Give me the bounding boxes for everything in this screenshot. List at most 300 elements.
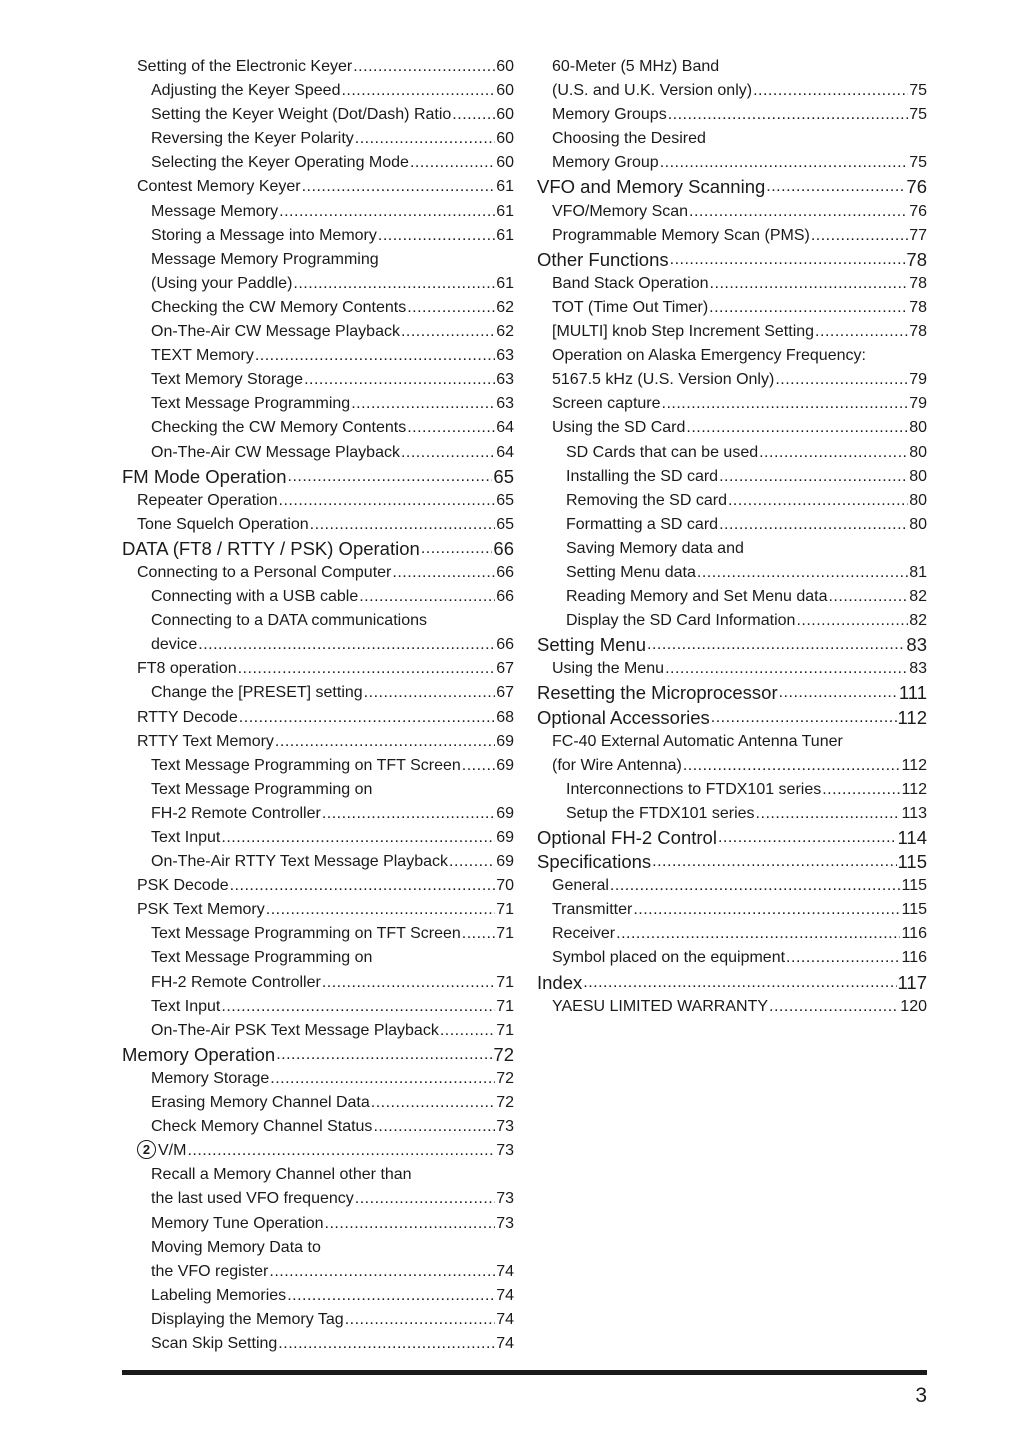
toc-page-number: 60 — [496, 154, 514, 172]
dot-leader — [378, 224, 495, 248]
toc-entry-title — [151, 1236, 321, 1260]
toc-entry — [122, 561, 514, 585]
toc-page-number: 111 — [898, 682, 927, 704]
dot-leader — [647, 633, 905, 657]
toc-entry — [537, 79, 927, 103]
toc-page-number: 69 — [496, 804, 514, 822]
toc-entry-title — [537, 971, 582, 995]
toc-page-number: 69 — [496, 853, 514, 871]
toc-entry — [537, 802, 927, 826]
dot-leader — [270, 1067, 495, 1091]
toc-entry — [122, 1067, 514, 1091]
toc-entry-title — [151, 79, 340, 103]
toc-entry-text: Memory Groups — [552, 106, 667, 124]
toc-entry — [122, 272, 514, 296]
toc-entry-title — [552, 344, 866, 368]
toc-entry-title — [137, 175, 301, 199]
toc-entry — [537, 730, 927, 754]
toc-entry-text: Moving Memory Data to — [151, 1238, 321, 1256]
toc-entry — [537, 368, 927, 392]
toc-entry — [537, 898, 927, 922]
toc-entry-text: PSK Text Memory — [137, 901, 265, 919]
toc-entry-title — [552, 103, 667, 127]
toc-entry-title — [552, 922, 615, 946]
toc-entry-text: On-The-Air CW Message Playback — [151, 443, 400, 461]
toc-entry-text: 5167.5 kHz (U.S. Version Only) — [552, 371, 775, 389]
toc-entry-title — [151, 1019, 439, 1043]
toc-entry-text: On-The-Air PSK Text Message Playback — [151, 1021, 439, 1039]
toc-page-number: 116 — [901, 925, 927, 943]
toc-page-number: 66 — [496, 588, 514, 606]
toc-entry — [537, 585, 927, 609]
toc-entry-text: Screen capture — [552, 395, 661, 413]
toc-entry-title — [151, 1332, 277, 1356]
toc-entry-title — [137, 561, 391, 585]
toc-entry-text: (U.S. and U.K. Version only) — [552, 82, 753, 100]
toc-entry-text: the last used VFO frequency — [151, 1190, 354, 1208]
toc-entry-title — [151, 1187, 354, 1211]
toc-page-number: 69 — [496, 829, 514, 846]
toc-entry-text: FC-40 External Automatic Antenna Tuner — [552, 732, 843, 750]
dot-leader — [462, 922, 495, 946]
toc-entry-text: Memory Tune Operation — [151, 1214, 324, 1232]
toc-entry-text: Formatting a SD card — [566, 515, 719, 533]
dot-leader — [697, 561, 908, 585]
toc-page-number: 69 — [496, 732, 514, 750]
toc-entry — [122, 200, 514, 224]
toc-page-number: 79 — [909, 395, 927, 413]
toc-section-heading — [122, 1043, 514, 1067]
dot-leader — [689, 200, 908, 224]
toc-entry-title — [566, 513, 718, 537]
toc-page-number: 82 — [909, 588, 927, 606]
toc-entry — [122, 151, 514, 175]
toc-entry-text: SD Cards that can be used — [566, 443, 759, 461]
toc-entry-text: Text Message Programming — [151, 395, 351, 413]
toc-page-number: 61 — [496, 202, 514, 220]
toc-entry — [122, 248, 514, 272]
toc-page-number: 60 — [496, 106, 514, 124]
toc-entry-text: Recall a Memory Channel other than — [151, 1166, 412, 1184]
toc-entry-text: Contest Memory Keyer — [137, 178, 301, 196]
toc-entry-text: VFO/Memory Scan — [552, 202, 689, 220]
toc-entry-title — [137, 657, 237, 681]
toc-page-number: 78 — [906, 248, 927, 270]
toc-entry-text: Using the SD Card — [552, 419, 686, 437]
dot-leader — [304, 368, 495, 392]
dot-leader — [341, 79, 495, 103]
toc-entry-title — [537, 633, 646, 657]
toc-page-number: 75 — [909, 154, 927, 172]
dot-leader — [710, 272, 909, 296]
dot-leader — [187, 1139, 495, 1163]
dot-leader — [452, 103, 495, 127]
toc-entry-text: On-The-Air CW Message Playback — [151, 323, 400, 341]
toc-page-number: 71 — [496, 973, 514, 991]
toc-entry-title — [137, 55, 352, 79]
toc-entry — [537, 995, 927, 1019]
toc-page-number: 66 — [496, 563, 514, 581]
toc-section-heading — [537, 248, 927, 272]
toc-entry-title — [151, 103, 451, 127]
dot-leader — [440, 1019, 495, 1043]
toc-entry-text: RTTY Text Memory — [137, 732, 274, 750]
toc-entry-text: Scan Skip Setting — [151, 1334, 278, 1352]
toc-entry-text: Memory Operation — [122, 1043, 276, 1065]
dot-leader — [421, 537, 493, 561]
toc-entry-title — [151, 1284, 286, 1308]
toc-entry-text: device — [151, 636, 198, 654]
toc-entry — [122, 922, 514, 946]
toc-page-number: 61 — [496, 274, 514, 292]
toc-entry — [122, 224, 514, 248]
toc-entry-title — [151, 151, 409, 175]
toc-entry — [537, 127, 927, 151]
toc-entry-text: Erasing Memory Channel Data — [151, 1094, 370, 1112]
toc-page-number: 64 — [496, 443, 514, 461]
toc-entry — [537, 416, 927, 440]
toc-page-number: 67 — [496, 684, 514, 702]
toc-entry-text: Check Memory Channel Status — [151, 1118, 373, 1136]
dot-leader — [230, 874, 496, 898]
toc-entry-title — [151, 320, 400, 344]
dot-leader — [753, 79, 908, 103]
toc-entry-text: General — [552, 877, 609, 895]
dot-leader — [779, 681, 898, 705]
dot-leader — [660, 151, 909, 175]
toc-entry-text: Connecting to a Personal Computer — [137, 563, 392, 581]
toc-entry — [122, 730, 514, 754]
toc-entry — [537, 537, 927, 561]
toc-entry — [122, 320, 514, 344]
toc-page-number: 115 — [901, 901, 927, 919]
toc-page-number: 112 — [901, 780, 927, 798]
dot-leader — [407, 416, 495, 440]
toc-page-number: 81 — [909, 563, 927, 581]
toc-entry — [122, 489, 514, 513]
dot-leader — [293, 272, 495, 296]
toc-entry — [537, 320, 927, 344]
toc-entry-text: Text Message Programming on — [151, 780, 373, 798]
dot-leader — [401, 320, 495, 344]
toc-entry — [122, 1332, 514, 1356]
toc-page-number: 61 — [496, 178, 514, 196]
dot-leader — [302, 175, 496, 199]
dot-leader — [407, 296, 495, 320]
toc-entry — [122, 1163, 514, 1187]
dot-leader — [811, 224, 908, 248]
toc-entry — [122, 1139, 514, 1163]
dot-leader — [221, 995, 495, 1019]
dot-leader — [756, 802, 901, 826]
dot-leader — [728, 489, 908, 513]
toc-entry — [537, 657, 927, 681]
dot-leader — [668, 103, 909, 127]
toc-entry-text: TEXT Memory — [151, 347, 254, 365]
toc-entry — [122, 1091, 514, 1115]
toc-entry-title — [151, 946, 372, 970]
toc-entry-title — [537, 850, 651, 874]
toc-entry-title — [151, 1115, 372, 1139]
toc-entry-text: Change the [PRESET] setting — [151, 684, 363, 702]
toc-entry-text: Choosing the Desired — [552, 130, 706, 148]
dot-leader — [766, 175, 905, 199]
toc-entry-title — [552, 272, 709, 296]
toc-entry-title — [151, 585, 358, 609]
toc-entry-text: Specifications — [537, 851, 652, 873]
toc-page-number: 72 — [493, 1043, 514, 1065]
toc-page-number: 78 — [909, 274, 927, 292]
toc-entry — [122, 609, 514, 633]
toc-entry-title — [552, 657, 664, 681]
toc-entry-title — [151, 416, 406, 440]
dot-leader — [718, 826, 897, 850]
toc-section-heading — [537, 850, 927, 874]
toc-entry-text: Connecting with a USB cable — [151, 588, 359, 606]
toc-entry-title — [137, 489, 278, 513]
toc-page-number: 74 — [496, 1310, 514, 1328]
toc-entry-title — [566, 561, 696, 585]
toc-entry-text: Setting the Keyer Weight (Dot/Dash) Ratio — [151, 106, 452, 124]
toc-entry — [537, 272, 927, 296]
toc-entry-text: PSK Decode — [137, 877, 229, 895]
toc-entry-title — [552, 392, 661, 416]
toc-entry-title — [151, 1212, 324, 1236]
toc-page-number: 115 — [901, 877, 927, 895]
dot-leader — [616, 922, 900, 946]
toc-right-column — [537, 55, 927, 1019]
dot-leader — [279, 200, 495, 224]
toc-entry-title — [552, 754, 682, 778]
dot-leader — [401, 441, 495, 465]
toc-entry — [122, 513, 514, 537]
toc-entry-title — [552, 79, 752, 103]
toc-page-number: 70 — [496, 877, 514, 895]
dot-leader — [449, 850, 495, 874]
toc-page-number: 117 — [897, 971, 927, 993]
toc-entry-title — [552, 320, 814, 344]
toc-entry-text: Text Memory Storage — [151, 371, 304, 389]
dot-leader — [373, 1115, 495, 1139]
dot-leader — [652, 850, 896, 874]
toc-entry-title — [151, 802, 321, 826]
toc-entry — [122, 441, 514, 465]
toc-page-number: 60 — [496, 82, 514, 100]
toc-entry — [537, 103, 927, 127]
dot-leader — [633, 898, 900, 922]
toc-entry-title — [537, 248, 669, 272]
toc-entry — [537, 561, 927, 585]
toc-entry-title — [151, 826, 220, 850]
toc-entry-title — [566, 441, 758, 465]
toc-entry-title — [151, 344, 254, 368]
toc-entry-text: Symbol placed on the equipment — [552, 949, 786, 967]
toc-page-number: 78 — [909, 298, 927, 316]
dot-leader — [275, 730, 495, 754]
toc-page-number: 76 — [909, 202, 927, 220]
toc-entry — [122, 1019, 514, 1043]
toc-entry — [122, 79, 514, 103]
toc-section-heading — [537, 971, 927, 995]
toc-page-number: 65 — [496, 491, 514, 509]
toc-entry-text: Labeling Memories — [151, 1286, 287, 1304]
toc-entry — [122, 1260, 514, 1284]
toc-entry-title — [566, 585, 827, 609]
toc-entry — [122, 995, 514, 1019]
dot-leader — [278, 1332, 495, 1356]
toc-entry-text: Text Message Programming on TFT Screen — [151, 925, 461, 943]
toc-entry-text: Optional FH-2 Control — [537, 827, 717, 848]
toc-page-number: 73 — [496, 1142, 514, 1160]
toc-entry-text: Programmable Memory Scan (PMS) — [552, 226, 810, 244]
toc-entry — [122, 392, 514, 416]
toc-entry — [122, 706, 514, 730]
toc-entry-text: VFO and Memory Scanning — [537, 176, 766, 198]
toc-page-number: 66 — [496, 636, 514, 654]
toc-entry — [122, 55, 514, 79]
toc-entry-title — [151, 1163, 412, 1187]
dot-leader — [238, 657, 496, 681]
toc-entry-text: Connecting to a DATA communications — [151, 612, 427, 630]
toc-page-number: 80 — [909, 443, 927, 461]
toc-entry-text: Tone Squelch Operation — [137, 515, 309, 533]
toc-entry-text: FT8 operation — [137, 660, 237, 678]
toc-page-number: 80 — [909, 467, 927, 485]
toc-entry-text: Checking the CW Memory Contents — [151, 298, 407, 316]
toc-page-number: 74 — [496, 1262, 514, 1280]
toc-entry — [122, 1284, 514, 1308]
page-number: 3 — [915, 1384, 927, 1407]
toc-entry — [122, 971, 514, 995]
toc-entry-text: Resetting the Microprocessor — [537, 682, 778, 704]
toc-entry-title — [137, 513, 309, 537]
toc-entry-text: Selecting the Keyer Operating Mode — [151, 154, 409, 172]
toc-entry-title — [151, 681, 363, 705]
toc-entry-title — [151, 441, 400, 465]
toc-entry-title — [122, 465, 287, 489]
toc-entry-title — [122, 537, 420, 561]
toc-entry — [537, 296, 927, 320]
toc-entry-title — [537, 706, 710, 730]
dot-leader — [759, 441, 908, 465]
toc-page-number: 114 — [897, 827, 927, 848]
toc-entry-title — [552, 898, 632, 922]
toc-entry-text: Text Message Programming on TFT Screen — [151, 756, 461, 774]
toc-entry — [122, 657, 514, 681]
toc-entry-title — [151, 1260, 268, 1284]
toc-page-number: 64 — [496, 419, 514, 437]
toc-entry — [122, 681, 514, 705]
toc-entry — [537, 224, 927, 248]
dot-leader — [345, 1308, 496, 1332]
toc-entry — [122, 127, 514, 151]
toc-entry-text: [MULTI] knob Step Increment Setting — [552, 323, 815, 341]
toc-page-number: 112 — [897, 706, 927, 728]
toc-page-number: 68 — [496, 708, 514, 726]
toc-entry-title — [552, 368, 774, 392]
toc-entry-title — [151, 778, 372, 802]
toc-entry-text: Setting Menu — [537, 634, 647, 656]
toc-entry-text: Memory Storage — [151, 1069, 270, 1087]
toc-entry-title — [151, 127, 354, 151]
toc-entry-title — [552, 224, 810, 248]
dot-leader — [775, 368, 908, 392]
toc-entry-title — [151, 995, 220, 1019]
toc-entry-title — [151, 754, 461, 778]
toc-entry — [537, 609, 927, 633]
toc-page-number: 72 — [496, 1069, 514, 1087]
toc-entry-text: (for Wire Antenna) — [552, 756, 682, 774]
dot-leader — [392, 561, 495, 585]
toc-entry-title — [137, 706, 238, 730]
toc-entry-title — [566, 537, 744, 561]
toc-entry-text: Display the SD Card Information — [566, 612, 796, 630]
toc-entry-text: FH-2 Remote Controller — [151, 804, 321, 822]
toc-page-number: 72 — [496, 1094, 514, 1112]
toc-entry — [122, 1187, 514, 1211]
toc-entry-text: Message Memory — [151, 202, 279, 220]
dot-leader — [310, 513, 496, 537]
toc-entry-text: Saving Memory data and — [566, 539, 744, 557]
toc-entry — [122, 585, 514, 609]
toc-entry-text: Band Stack Operation — [552, 274, 709, 292]
toc-entry — [122, 778, 514, 802]
toc-page-number: 69 — [496, 756, 514, 774]
toc-page-number: 63 — [496, 395, 514, 413]
dot-leader — [828, 585, 908, 609]
toc-entry-title — [552, 127, 706, 151]
toc-section-heading — [537, 175, 927, 199]
toc-entry — [122, 874, 514, 898]
toc-entry-text: V/M — [158, 1142, 187, 1160]
toc-page-number: 63 — [496, 347, 514, 365]
toc-page-number: 65 — [493, 465, 514, 487]
dot-leader — [796, 609, 908, 633]
toc-entry-title — [566, 802, 755, 826]
toc-entry — [537, 922, 927, 946]
dot-leader — [355, 127, 495, 151]
dot-leader — [709, 296, 908, 320]
toc-entry-title — [151, 1067, 269, 1091]
toc-entry — [122, 296, 514, 320]
dot-leader — [364, 681, 496, 705]
toc-page-number: 76 — [906, 176, 927, 198]
toc-entry-title — [151, 1308, 344, 1332]
toc-entry-text: Reversing the Keyer Polarity — [151, 130, 354, 148]
toc-entry-title — [151, 633, 197, 657]
toc-page-number: 71 — [496, 1021, 514, 1039]
toc-entry-title — [151, 1091, 370, 1115]
toc-entry-text: Removing the SD card — [566, 491, 727, 509]
toc-entry-title — [552, 416, 685, 440]
toc-section-heading — [537, 681, 927, 705]
toc-entry-title — [537, 175, 765, 199]
toc-entry-title — [122, 1043, 275, 1067]
toc-entry — [537, 55, 927, 79]
toc-entry-text: Displaying the Memory Tag — [151, 1310, 344, 1328]
toc-entry-text: Interconnections to FTDX101 series — [566, 780, 822, 798]
toc-page-number: 67 — [496, 660, 514, 678]
toc-entry — [537, 465, 927, 489]
toc-entry-text: 60-Meter (5 MHz) Band — [552, 58, 720, 75]
dot-leader — [355, 1187, 495, 1211]
toc-page-number: 62 — [496, 298, 514, 316]
dot-leader — [662, 392, 909, 416]
toc-entry-text: Adjusting the Keyer Speed — [151, 82, 341, 100]
circled-number-badge: 2 — [137, 1140, 156, 1159]
toc-page-number: 75 — [909, 82, 927, 100]
toc-entry-title — [151, 609, 427, 633]
